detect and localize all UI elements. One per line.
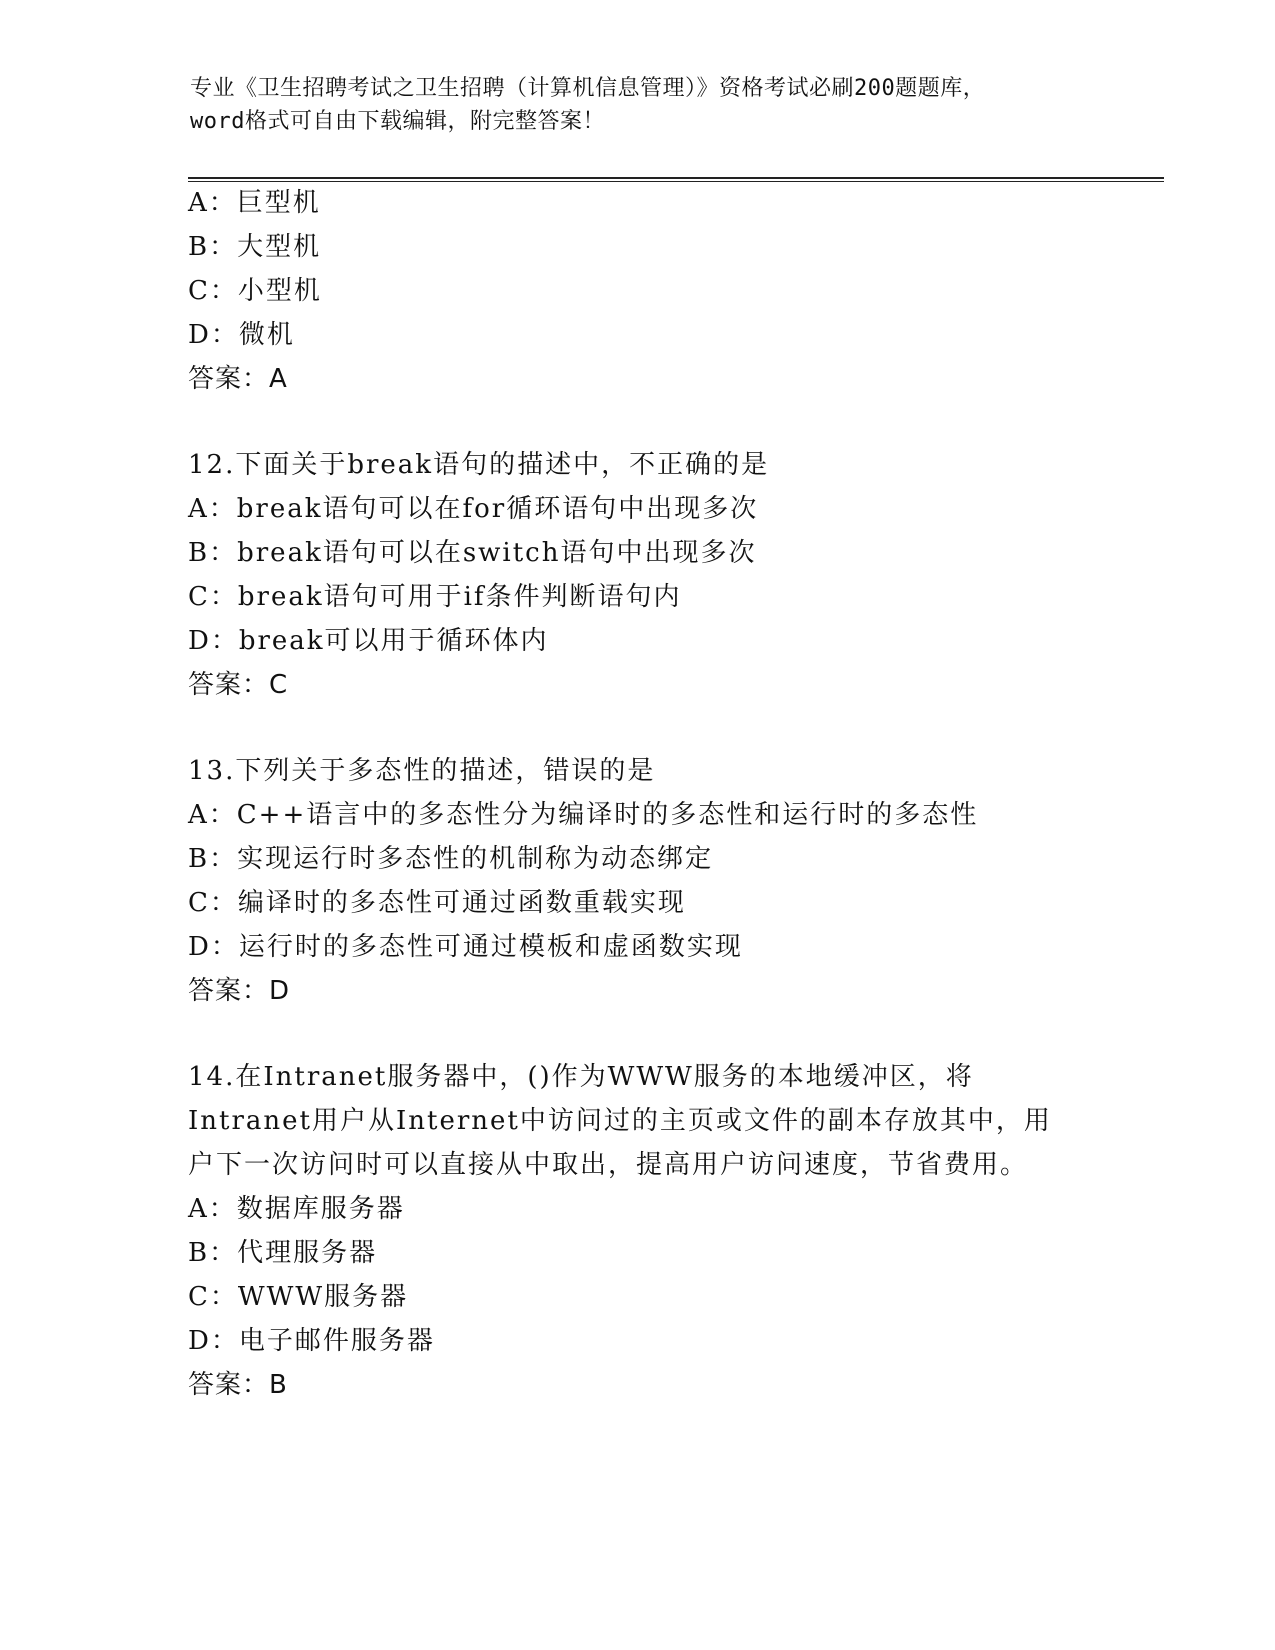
q14-question-line-1: 14.在Intranet服务器中，()作为WWW服务的本地缓冲区，将 bbox=[188, 1062, 974, 1092]
document-header bbox=[190, 72, 1090, 138]
q11-option-a: A：巨型机 bbox=[188, 188, 321, 218]
q13-option-a: A：C++语言中的多态性分为编译时的多态性和运行时的多态性 bbox=[188, 800, 979, 830]
header-line-2: word格式可自由下载编辑，附完整答案！ bbox=[190, 109, 605, 134]
q14-option-d: D：电子邮件服务器 bbox=[188, 1326, 435, 1356]
q14-option-c: C：WWW服务器 bbox=[188, 1282, 409, 1312]
q12-option-c: C：break语句可用于if条件判断语句内 bbox=[188, 582, 682, 612]
q14-question-line-2: Intranet用户从Internet中访问过的主页或文件的副本存放其中，用 bbox=[188, 1106, 1052, 1136]
q13-answer: 答案：D bbox=[188, 976, 291, 1006]
q12-option-b: B：break语句可以在switch语句中出现多次 bbox=[188, 538, 757, 568]
q12-answer: 答案：C bbox=[188, 670, 289, 700]
q11-option-b: B：大型机 bbox=[188, 232, 322, 262]
q14-question-line-3: 户下一次访问时可以直接从中取出，提高用户访问速度，节省费用。 bbox=[188, 1150, 1029, 1180]
q13-option-b: B：实现运行时多态性的机制称为动态绑定 bbox=[188, 844, 714, 874]
q12-option-a: A：break语句可以在for循环语句中出现多次 bbox=[188, 494, 759, 524]
q14-answer: 答案：B bbox=[188, 1370, 288, 1400]
q13-option-d: D：运行时的多态性可通过模板和虚函数实现 bbox=[188, 932, 743, 962]
header-line-1: 专业《卫生招聘考试之卫生招聘（计算机信息管理）》资格考试必刷200题题库， bbox=[190, 76, 986, 101]
q14-option-b: B：代理服务器 bbox=[188, 1238, 378, 1268]
q11-option-d: D：微机 bbox=[188, 320, 295, 350]
q12-option-d: D：break可以用于循环体内 bbox=[188, 626, 549, 656]
header-divider bbox=[188, 177, 1164, 182]
q13-option-c: C：编译时的多态性可通过函数重载实现 bbox=[188, 888, 686, 918]
q11-option-c: C：小型机 bbox=[188, 276, 322, 306]
q11-answer: 答案：A bbox=[188, 364, 288, 394]
q14-option-a: A：数据库服务器 bbox=[188, 1194, 405, 1224]
q13-question: 13.下列关于多态性的描述，错误的是 bbox=[188, 756, 656, 786]
q12-question: 12.下面关于break语句的描述中，不正确的是 bbox=[188, 450, 770, 480]
